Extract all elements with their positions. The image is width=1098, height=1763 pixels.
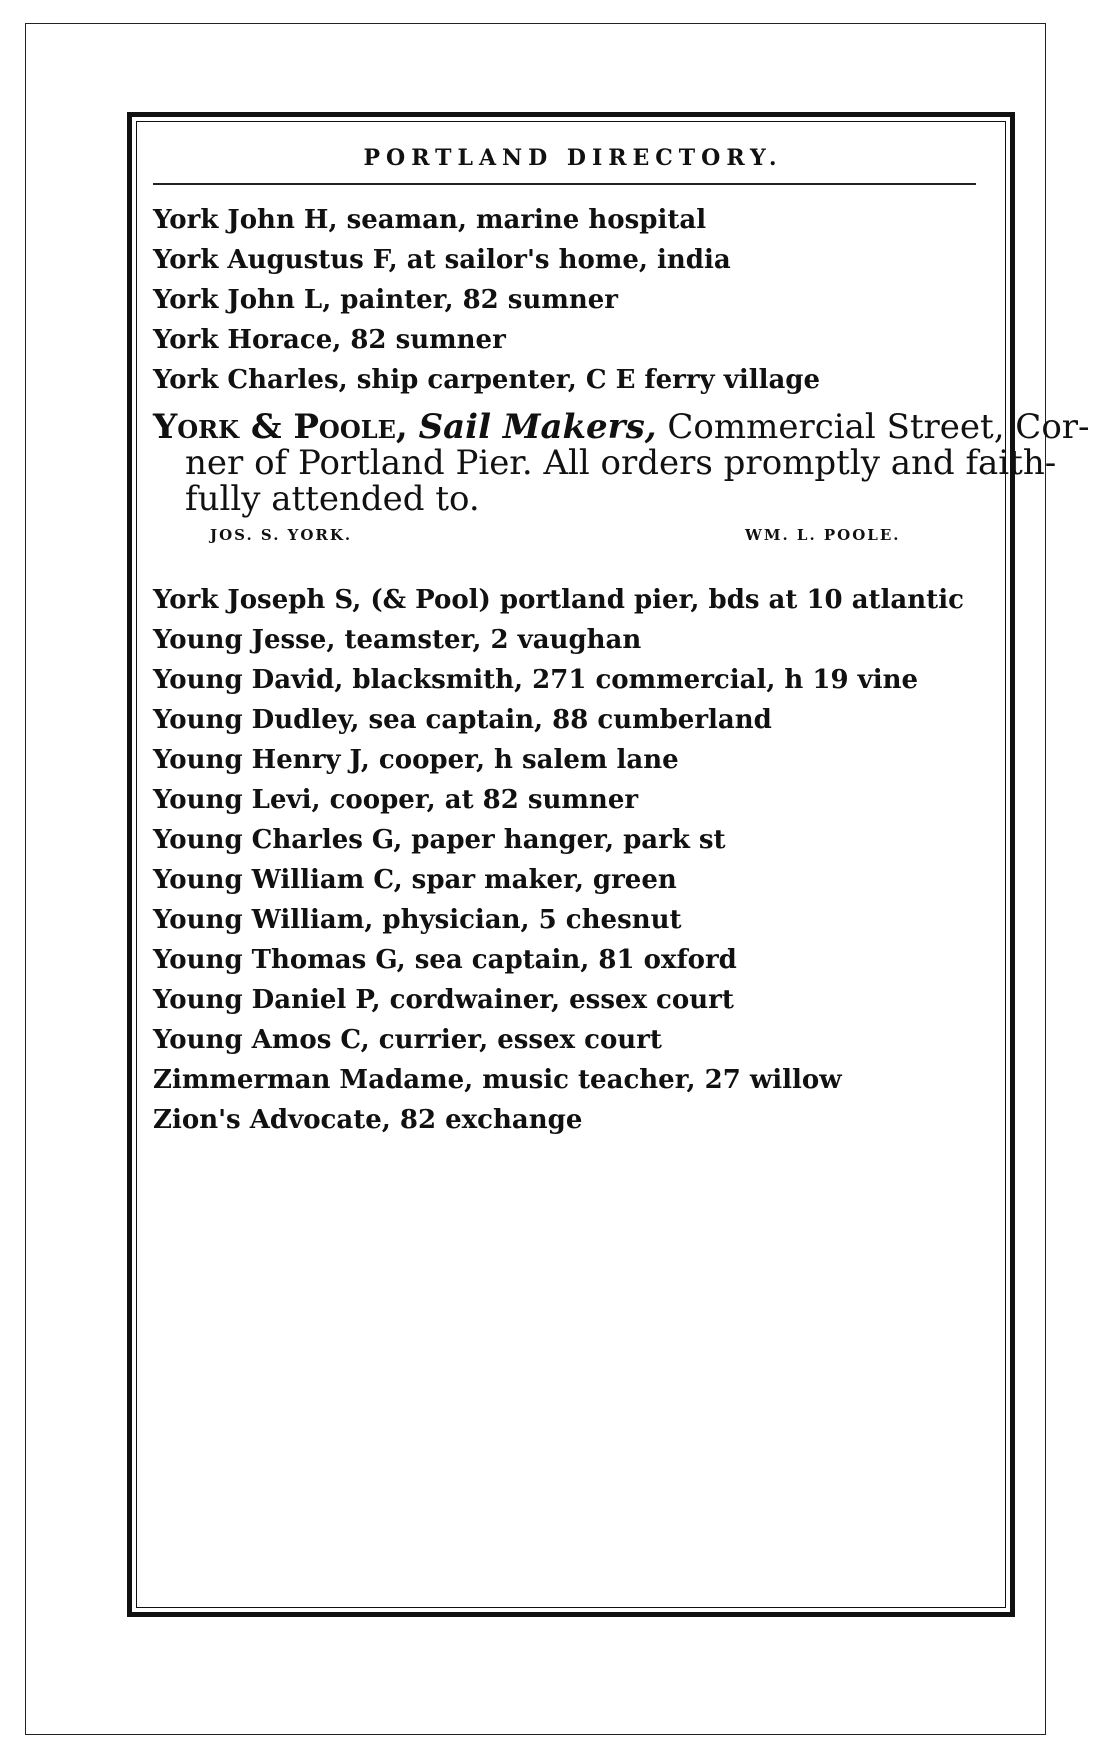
- list-item: Young David, blacksmith, 271 commercial, h 19 vine: [153, 665, 919, 695]
- ad-firm-name: York & Poole,: [153, 407, 408, 447]
- entries-bottom-list: [153, 580, 964, 1140]
- ad-line2: ner of Portland Pier. All orders promptly and faith-: [185, 443, 1057, 483]
- list-item: Young Jesse, teamster, 2 vaughan: [153, 625, 642, 655]
- list-item: Young Dudley, sea captain, 88 cumberland: [153, 705, 772, 735]
- list-item: Young Henry J, cooper, h salem lane: [153, 745, 679, 775]
- list-item: Zion's Advocate, 82 exchange: [153, 1105, 583, 1135]
- list-item: Young Daniel P, cordwainer, essex court: [153, 985, 734, 1015]
- list-item: York Charles, ship carpenter, C E ferry village: [153, 365, 821, 395]
- header-rule: [153, 183, 976, 185]
- ad-signature-left: JOS. S. YORK.: [210, 526, 353, 544]
- list-item: Young Thomas G, sea captain, 81 oxford: [153, 945, 737, 975]
- list-item: York Horace, 82 sumner: [153, 325, 506, 355]
- list-item: Young William C, spar maker, green: [153, 865, 677, 895]
- ad-signature-right: WM. L. POOLE.: [745, 526, 901, 544]
- ad-line3: fully attended to.: [185, 479, 480, 519]
- list-item: Young William, physician, 5 chesnut: [153, 905, 682, 935]
- list-item: Young Levi, cooper, at 82 sumner: [153, 785, 639, 815]
- entries-top-list: [153, 200, 820, 400]
- list-item: York Joseph S, (& Pool) portland pier, bds at 10 atlantic: [153, 585, 964, 615]
- advertisement-block: [153, 407, 1090, 519]
- ad-trade: Sail Makers,: [418, 407, 657, 447]
- list-item: York John L, painter, 82 sumner: [153, 285, 618, 315]
- ad-line1-rest: Commercial Street, Cor-: [667, 407, 1090, 447]
- list-item: York Augustus F, at sailor's home, india: [153, 245, 731, 275]
- list-item: Young Charles G, paper hanger, park st: [153, 825, 726, 855]
- list-item: Young Amos C, currier, essex court: [153, 1025, 662, 1055]
- list-item: Zimmerman Madame, music teacher, 27 willow: [153, 1065, 842, 1095]
- list-item: York John H, seaman, marine hospital: [153, 205, 707, 235]
- page-header: PORTLAND DIRECTORY.: [363, 145, 783, 171]
